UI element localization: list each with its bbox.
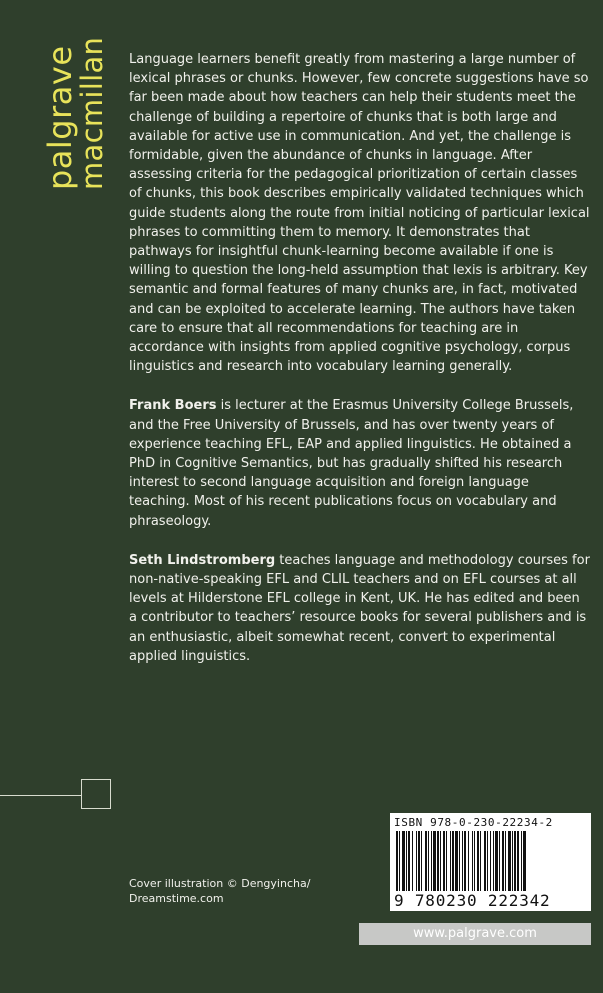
publisher-url: www.palgrave.com: [359, 923, 591, 945]
author-name-2: Seth Lindstromberg: [129, 552, 276, 568]
barcode-bar: [514, 831, 516, 891]
author-bio-1: [129, 396, 591, 530]
isbn-label: ISBN 978-0-230-22234-2: [394, 816, 553, 829]
barcode-bar: [484, 831, 486, 891]
barcode-bar: [437, 831, 439, 891]
barcode-bar: [406, 831, 407, 891]
barcode-bar: [472, 831, 473, 891]
barcode-bar: [399, 831, 400, 891]
barcode-bar: [490, 831, 491, 891]
barcode-bar: [521, 831, 522, 891]
barcode-bar: [452, 831, 454, 891]
decorative-square: [81, 779, 111, 809]
barcode-bar: [474, 831, 475, 891]
barcode-bar: [495, 831, 498, 891]
barcode-bar: [464, 831, 466, 891]
barcode-bar: [412, 831, 413, 891]
barcode-bar: [421, 831, 422, 891]
barcode-bar: [455, 831, 458, 891]
barcode-bar: [450, 831, 451, 891]
back-cover-text: [129, 50, 591, 686]
barcode-bar: [502, 831, 504, 891]
author-bio-2: [129, 551, 591, 666]
barcode-bar: [508, 831, 511, 891]
logo-palgrave: palgrave: [41, 45, 79, 190]
barcode-bar: [512, 831, 513, 891]
cover-credit-line-1: Cover illustration © Dengyincha/: [129, 877, 311, 890]
blurb-paragraph: Language learners benefit greatly from mastering a large number of lexical phrases or chunks. However, few concrete suggestions have so far been made about how teachers can help their students meet the challenge of building a repertoire of chunks that is both large and available for active use in communication. And yet, the challenge is formidable, given the abundance of chunks in language. After assessing criteria for the pedagogical prioritization of certain classes of chunks, this book describes empirically validated techniques which guide students along the route from initial noticing of particular lexical phrases to committing them to memory. It demonstrates that pathways for insightful chunk-learning become available if one is willing to question the long-held assumption that lexis is arbitrary. Key semantic and formal features of many chunks are, in fact, motivated and can be exploited to accelerate learning. The authors have taken care to ensure that all recommendations for teaching are in accordance with insights from applied cognitive psychology, corpus linguistics and research into vocabulary learning generally.: [129, 52, 590, 375]
barcode-bar: [517, 831, 519, 891]
author-name-1: Frank Boers: [129, 398, 217, 414]
barcode-bar: [396, 831, 398, 891]
barcode-bar: [480, 831, 481, 891]
barcode-bar: [433, 831, 436, 891]
barcode-bar: [487, 831, 488, 891]
barcode-bar: [431, 831, 432, 891]
barcode-bar: [499, 831, 500, 891]
barcode-bar: [462, 831, 463, 891]
barcode-bar: [408, 831, 410, 891]
barcode-bar: [443, 831, 445, 891]
author-bio-text-2: teaches language and methodology courses for non-native-speaking EFL and CLIL teachers and on EFL courses at all levels at Hilderstone EFL college in Kent, UK. He has edited and been a contributor to teachers’ resource books for several publishers and is an enthusiastic, albeit somewhat recent, convert to experimental applied linguistics.: [129, 552, 590, 664]
author-bio-text-1: is lecturer at the Erasmus University College Brussels, and the Free University of Brussels, and has over twenty years of experience teaching EFL, EAP and applied linguistics. He obtained a PhD in Cognitive Semantics, but has gradually shifted his research interest to second language acquisition and foreign language teaching. Most of his recent publications focus on vocabulary and phraseology.: [129, 398, 574, 529]
barcode-bar: [425, 831, 427, 891]
barcode-digits: 9 780230 222342: [394, 891, 551, 910]
barcode-bar: [459, 831, 460, 891]
publisher-logo: [41, 36, 109, 190]
barcode-bar: [428, 831, 429, 891]
isbn-barcode: [390, 813, 591, 911]
barcode-bars: [396, 831, 585, 891]
barcode-bar: [402, 831, 405, 891]
barcode-bar: [446, 831, 447, 891]
barcode-bar: [440, 831, 441, 891]
barcode-bar: [505, 831, 506, 891]
barcode-bar: [523, 831, 526, 891]
barcode-bar: [468, 831, 469, 891]
cover-credit: [129, 876, 310, 906]
barcode-bar: [416, 831, 417, 891]
logo-macmillan: macmillan: [75, 36, 109, 190]
decorative-line: [0, 795, 81, 796]
barcode-bar: [418, 831, 420, 891]
cover-credit-line-2: Dreamstime.com: [129, 892, 224, 905]
barcode-bar: [477, 831, 479, 891]
barcode-bar: [493, 831, 494, 891]
